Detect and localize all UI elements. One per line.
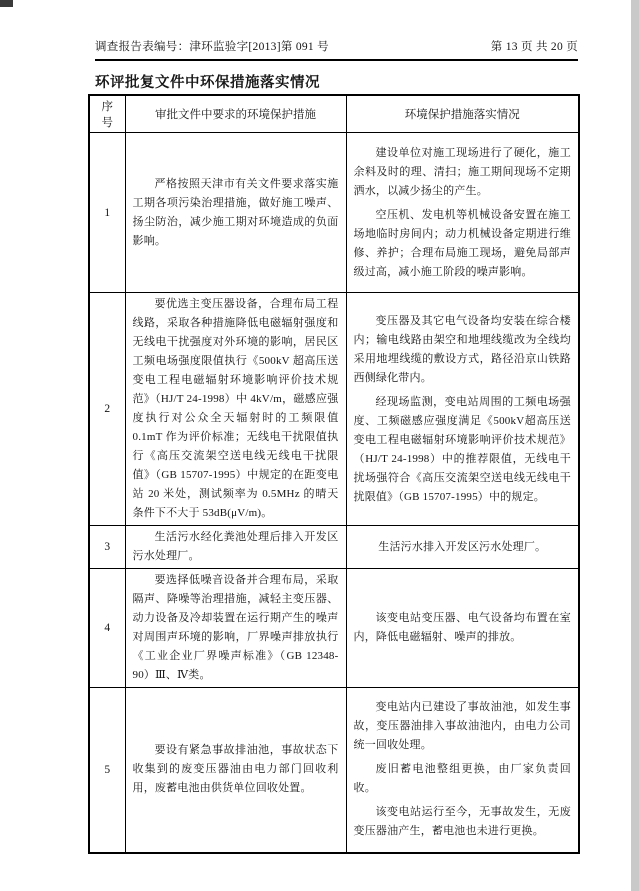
scan-corner-artifact [0,0,13,7]
paragraph: 要优选主变压器设备，合理布局工程线路，采取各种措施降低电磁辐射强度和无线电干扰强度对外环境的影响，居民区工频电场强度限值执行《500kV 超高压送变电工程电磁辐射环境影响评价技术规范》（HJ/T 24-1998）中 4kV/m，磁感应强度执行对公众全天辐射时的工频限值 0.1mT 作为评价标准；无线电干扰限值执行《高压交流架空送电线无线电干扰限值》（GB 15707-1995）中规定的在距变电站 20 米处，测试频率为 0.5MHz 的晴天条件下不大于 53dB(μV/m)。 [132,298,339,519]
table-row [89,293,579,526]
measures-table [88,94,580,854]
table-header-row [89,95,579,133]
column-header-required-measures: 审批文件中要求的环境保护措施 [125,95,346,133]
paragraph: 变压器及其它电气设备均安装在综合楼内；输电线路由架空和地埋线缆改为全线均采用地埋线缆的敷设方式，路径沿京山铁路西侧绿化带内。 [353,314,571,384]
implementation-status-cell [346,688,579,853]
report-number: 调查报告表编号：津环监验字[2013]第 091 号 [95,41,329,53]
page-number: 第 13 页 共 20 页 [490,41,578,53]
paragraph: 该变电站运行至今，无事故发生，无废变压器油产生，蓄电池也未进行更换。 [353,806,571,838]
required-measure-cell [125,569,346,688]
table-row [89,688,579,853]
paragraph: 生活污水经化粪池处理后排入开发区污水处理厂。 [132,531,339,562]
paragraph: 要选择低噪音设备并合理布局，采取隔声、降噪等治理措施，减轻主变压器、动力设备及冷却装置在运行期产生的噪声对周围声环境的影响，厂界噪声排放执行《工业企业厂界噪声标准》（GB 12348-90）Ⅲ、Ⅳ类。 [132,574,339,681]
implementation-status-cell [346,569,579,688]
column-header-seq: 序号 [89,95,125,133]
table-row [89,526,579,569]
row-number-cell: 2 [89,293,125,526]
section-title: 环评批复文件中环保措施落实情况 [95,75,320,91]
paragraph: 要设有紧急事故排油池，事故状态下收集到的废变压器油由电力部门回收利用，废蓄电池由供货单位回收处置。 [132,744,339,795]
paragraph: 经现场监测，变电站周围的工频电场强度、工频磁感应强度满足《500kV超高压送变电工程电磁辐射环境影响评价技术规范》（HJ/T 24-1998）中的推荐限值，无线电干扰场强符合《高压交流架空送电线无线电干扰限值》（GB 15707-1995）中的规定。 [353,395,571,503]
paragraph: 建设单位对施工现场进行了硬化，施工余料及时的理、清扫；施工期间现场不定期洒水，以减少扬尘的产生。 [353,146,571,197]
required-measure-cell [125,133,346,293]
paragraph: 严格按照天津市有关文件要求落实施工期各项污染治理措施，做好施工噪声、扬尘防治，减少施工期对环境造成的负面影响。 [132,177,339,247]
paragraph: 废旧蓄电池整组更换，由厂家负责回收。 [353,763,571,795]
required-measure-cell [125,293,346,526]
table-row [89,133,579,293]
paragraph: 空压机、发电机等机械设备安置在施工场地临时房间内；动力机械设备定期进行维修、养护；合理布局施工现场，避免局部声级过高，减小施工阶段的噪声影响。 [353,208,571,278]
column-header-implementation-status: 环境保护措施落实情况 [346,95,579,133]
row-number-cell: 4 [89,569,125,688]
paragraph: 生活污水排入开发区污水处理厂。 [378,540,547,553]
paragraph: 变电站内已建设了事故油池，如发生事故，变压器油排入事故油池内，由电力公司统一回收处理。 [353,701,571,752]
row-number-cell: 5 [89,688,125,853]
required-measure-cell [125,688,346,853]
table-row [89,569,579,688]
paragraph: 该变电站变压器、电气设备均布置在室内，降低电磁辐射、噪声的排放。 [353,612,571,643]
implementation-status-cell [346,293,579,526]
implementation-status-cell [346,526,579,569]
implementation-status-cell [346,133,579,293]
row-number-cell: 3 [89,526,125,569]
page-header [95,38,578,61]
row-number-cell: 1 [89,133,125,293]
scan-edge-shadow [631,0,639,891]
required-measure-cell [125,526,346,569]
measures-table-body [89,133,579,853]
